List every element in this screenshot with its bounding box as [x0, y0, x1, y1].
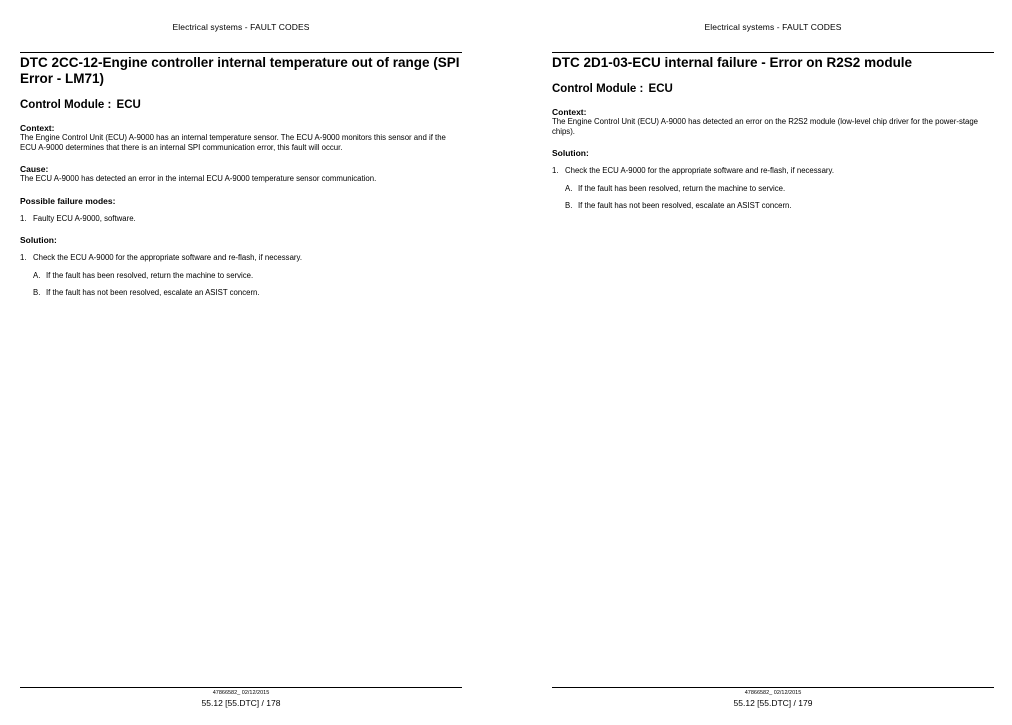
- step-text: Check the ECU A-9000 for the appropriate software and re-flash, if necessary.: [33, 253, 302, 262]
- step-number: 1.: [20, 253, 27, 262]
- substep-text: If the fault has not been resolved, escalate an ASIST concern.: [578, 201, 792, 210]
- page-content: [20, 55, 462, 298]
- footer-document-id: 47866582_ 02/12/2015: [744, 690, 802, 696]
- substep-letter: B.: [565, 201, 573, 210]
- substep-text: If the fault has not been resolved, escalate an ASIST concern.: [46, 288, 260, 297]
- running-header: Electrical systems - FAULT CODES: [704, 22, 842, 32]
- solution-step: [20, 253, 462, 263]
- control-module-label: Control Module :: [552, 83, 644, 95]
- context-text: The Engine Control Unit (ECU) A-9000 has an internal temperature sensor. The ECU A-9000 monitors this sensor and if the ECU A-9000 determines that there is an internal SPI communication error, this fault will occur.: [20, 133, 446, 152]
- footer-divider: [20, 687, 462, 688]
- solution-substep: [552, 201, 994, 211]
- running-header: Electrical systems - FAULT CODES: [172, 22, 310, 32]
- header-divider: [20, 52, 462, 53]
- context-label: Context:: [20, 123, 55, 133]
- context-label: Context:: [552, 107, 587, 117]
- list-item-number: 1.: [20, 213, 27, 223]
- footer-page-number: 55.12 [55.DTC] / 178: [201, 698, 281, 708]
- step-number: 1.: [552, 166, 559, 175]
- control-module: [552, 83, 994, 95]
- substep-text: If the fault has been resolved, return the machine to service.: [578, 183, 786, 193]
- context-text: The Engine Control Unit (ECU) A-9000 has detected an error on the R2S2 module (low-level chip driver for the power-stage chips).: [552, 117, 979, 136]
- footer-page-number: 55.12 [55.DTC] / 179: [733, 698, 813, 708]
- footer-divider: [552, 687, 994, 688]
- cause-text: The ECU A-9000 has detected an error in the internal ECU A-9000 temperature sensor communication.: [20, 174, 377, 183]
- control-module-value: ECU: [648, 83, 673, 95]
- solution-substep: [20, 288, 462, 298]
- control-module-label: Control Module :: [20, 99, 112, 111]
- cause-label: Cause:: [20, 164, 49, 174]
- left-page: [20, 0, 462, 725]
- right-page: [552, 0, 994, 725]
- substep-letter: B.: [33, 288, 41, 297]
- solution-list: [20, 253, 462, 298]
- substep-text: If the fault has been resolved, return the machine to service.: [46, 270, 254, 280]
- fault-code-title: DTC 2CC-12-Engine controller internal temperature out of range (SPI Error - LM71): [20, 55, 460, 86]
- solution-label: Solution:: [552, 148, 589, 158]
- solution-substep: [552, 184, 994, 194]
- step-text: Check the ECU A-9000 for the appropriate software and re-flash, if necessary.: [565, 166, 834, 175]
- page-content: [552, 55, 994, 211]
- solution-list: [552, 166, 994, 211]
- solution-substep: [20, 271, 462, 281]
- solution-label: Solution:: [20, 235, 57, 245]
- control-module: [20, 99, 462, 111]
- list-item-text: Faulty ECU A-9000, software.: [33, 213, 136, 223]
- control-module-value: ECU: [116, 99, 141, 111]
- list-item: [20, 214, 462, 224]
- substep-letter: A.: [565, 183, 573, 193]
- failure-modes-list: [20, 214, 462, 224]
- fault-code-title: DTC 2D1-03-ECU internal failure - Error on R2S2 module: [552, 55, 913, 70]
- header-divider: [552, 52, 994, 53]
- failure-modes-label: Possible failure modes:: [20, 195, 116, 206]
- solution-step: [552, 166, 994, 176]
- footer-document-id: 47866582_ 02/12/2015: [212, 690, 270, 696]
- substep-letter: A.: [33, 270, 41, 280]
